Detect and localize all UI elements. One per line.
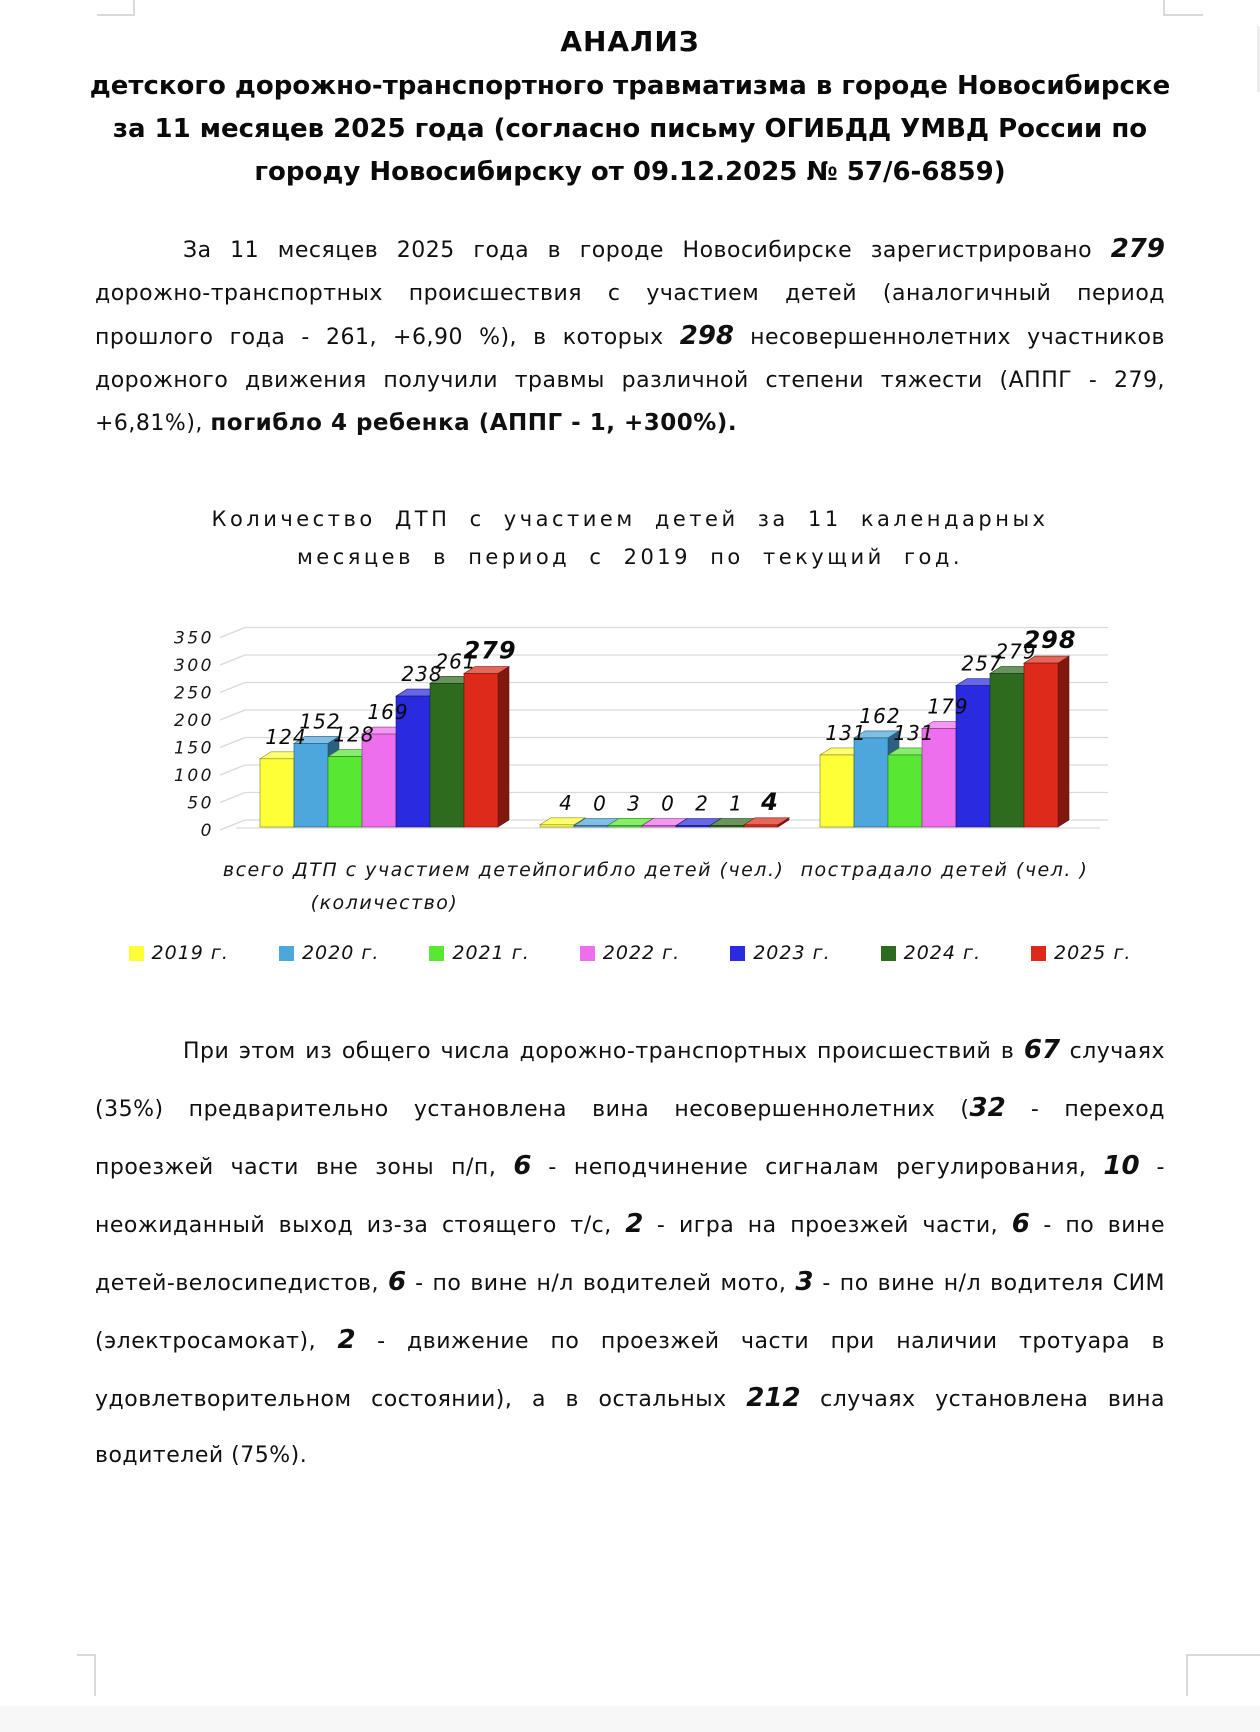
bar-value-label: 0 — [661, 791, 675, 816]
chart-bar — [744, 825, 778, 827]
chart-bar — [1024, 663, 1058, 827]
bar-value-label: 169 — [367, 700, 409, 725]
tick-connector — [220, 655, 245, 665]
stat-value: 2 — [337, 1325, 356, 1355]
chart-bar — [260, 759, 294, 827]
legend-label: 2021 г. — [452, 942, 530, 964]
chart-bar — [710, 826, 744, 827]
chart-bar — [294, 743, 328, 827]
title-line: городу Новосибирску от 09.12.2025 № 57/6-6859) — [254, 157, 1006, 187]
legend-item — [1031, 942, 1131, 964]
y-axis-tick: 200 — [174, 711, 214, 731]
stat-value: 32 — [969, 1093, 1006, 1123]
chart-bar — [328, 757, 362, 827]
page-corner-mark — [1163, 0, 1203, 16]
chart-bar — [540, 825, 574, 827]
stat-value: 6 — [513, 1151, 532, 1181]
category-label: погибло детей (чел.) — [544, 859, 785, 881]
chart-bar — [608, 825, 642, 827]
tick-connector — [220, 683, 245, 693]
chart-bar — [990, 674, 1024, 827]
bar-value-label: 131 — [893, 720, 935, 745]
tick-connector — [220, 738, 245, 748]
y-axis-tick: 0 — [200, 821, 214, 841]
tick-connector — [220, 793, 245, 803]
chart-bar — [820, 755, 854, 827]
title-line: детского дорожно-транспортного травматизма в городе Новосибирске — [89, 71, 1171, 101]
paragraph-text: несовершеннолетних участников дорожного движения получили травмы различной степени тяжести (АППГ - 279, +6,81%), — [95, 325, 1165, 436]
legend-color-swatch — [580, 946, 595, 961]
legend-item — [429, 942, 529, 964]
bar-value-label: 4 — [559, 790, 573, 815]
legend-label: 2023 г. — [753, 942, 831, 964]
chart-legend — [0, 942, 1260, 964]
paragraph-text: - по вине н/л водителей мото, — [406, 1271, 796, 1296]
document-title — [60, 20, 1200, 194]
chart-title-line: Количество ДТП с участием детей за 11 календарных — [211, 507, 1049, 531]
stat-value: 2 — [625, 1209, 644, 1239]
accidents-chart — [0, 492, 1260, 1012]
legend-item — [279, 942, 379, 964]
tick-connector — [220, 765, 245, 775]
bar-value-label: 238 — [401, 662, 443, 687]
paragraph-text: случаях (35%) предварительно установлена вина несовершеннолетних ( — [95, 1039, 1166, 1122]
chart-bar — [642, 826, 676, 827]
legend-item — [881, 942, 981, 964]
paragraph-text: - переход проезжей части вне зоны п/п, — [95, 1097, 1165, 1180]
paragraph-text: За 11 месяцев 2025 года в городе Новосибирске зарегистрировано — [183, 238, 1111, 263]
paragraph-text: случаях установлена вина водителей (75%). — [95, 1387, 1166, 1468]
legend-color-swatch — [1031, 946, 1046, 961]
paragraph-text: - по вине детей-велосипедистов, — [95, 1213, 1165, 1296]
stat-value: 10 — [1103, 1151, 1140, 1181]
stat-value: 6 — [1011, 1209, 1030, 1239]
legend-item — [730, 942, 830, 964]
page-bottom-shadow — [0, 1706, 1260, 1732]
chart-bar — [854, 738, 888, 827]
chart-title — [0, 492, 1260, 576]
title-line: за 11 месяцев 2025 года (согласно письму ОГИБДД УМВД России по — [112, 114, 1148, 144]
chart-bar — [362, 734, 396, 827]
stat-value: 67 — [1023, 1035, 1061, 1065]
chart-bar — [464, 674, 498, 827]
y-axis-tick: 300 — [174, 656, 214, 676]
legend-label: 2019 г. — [151, 942, 229, 964]
stat-value: 298 — [679, 321, 735, 351]
bar-value-label: 279 — [463, 636, 517, 665]
bar-value-label: 4 — [761, 787, 779, 816]
bar-value-label: 257 — [961, 651, 1003, 676]
tick-connector — [220, 628, 245, 638]
legend-color-swatch — [429, 946, 444, 961]
intro-paragraph — [95, 228, 1165, 445]
bar-side-face — [1058, 656, 1069, 827]
bar-value-label: 152 — [299, 709, 341, 734]
chart-bar — [676, 826, 710, 827]
legend-label: 2022 г. — [602, 942, 681, 964]
legend-color-swatch — [730, 946, 745, 961]
legend-item — [129, 942, 229, 964]
legend-label: 2024 г. — [903, 942, 982, 964]
paragraph-text: При этом из общего числа дорожно-транспортных происшествий в — [183, 1039, 1024, 1064]
bar-value-label: 261 — [435, 649, 477, 674]
chart-title-line: месяцев в период с 2019 по текущий год. — [296, 545, 964, 569]
tick-connector — [220, 710, 245, 720]
legend-label: 2020 г. — [301, 942, 380, 964]
bar-chart-canvas — [150, 580, 1130, 860]
bar-value-label: 131 — [825, 720, 867, 745]
page-corner-mark — [97, 0, 135, 16]
y-axis-tick: 250 — [174, 683, 214, 704]
paragraph-text: - движение по проезжей части при наличии тротуара в удовлетворительном состоянии), а в остальных — [95, 1329, 1165, 1412]
paragraph-text: - неожиданный выход из-за стоящего т/с, — [95, 1155, 1165, 1238]
page-corner-mark — [77, 1654, 96, 1696]
y-axis-tick: 150 — [174, 738, 214, 759]
bar-value-label: 298 — [1023, 626, 1077, 655]
category-label: пострадало детей (чел. ) — [800, 859, 1089, 881]
bar-value-label: 128 — [333, 722, 375, 747]
chart-bar — [888, 755, 922, 827]
paragraph-text: дорожно-транспортных происшествия с участием детей (аналогичный период прошлого года - 261, +6,90 %), в которых — [95, 281, 1165, 350]
legend-label: 2025 г. — [1054, 942, 1132, 964]
y-axis-tick: 50 — [187, 793, 214, 814]
category-label: всего ДТП с участием детей (количество) — [222, 859, 547, 914]
bar-value-label: 162 — [859, 703, 901, 728]
y-axis-tick: 350 — [174, 628, 214, 649]
bar-value-label: 2 — [695, 791, 709, 816]
title-line: АНАЛИЗ — [560, 25, 700, 58]
bar-value-label: 179 — [927, 694, 969, 719]
page-corner-mark — [1186, 1654, 1260, 1696]
bar-value-label: 0 — [593, 791, 607, 816]
stat-value: 212 — [746, 1383, 801, 1413]
bar-value-label: 279 — [995, 639, 1037, 664]
legend-color-swatch — [279, 946, 294, 961]
analysis-paragraph — [95, 1022, 1165, 1484]
legend-color-swatch — [129, 946, 144, 961]
chart-bar — [574, 826, 608, 827]
y-axis-tick: 100 — [174, 766, 214, 786]
bar-value-label: 3 — [627, 791, 641, 816]
chart-bar — [430, 683, 464, 827]
chart-category-labels — [0, 854, 1260, 930]
stat-highlight: погибло 4 ребенка (АППГ - 1, +300%). — [210, 410, 738, 436]
bar-value-label: 124 — [265, 724, 307, 749]
bar-side-face — [498, 667, 509, 827]
stat-value: 279 — [1110, 234, 1165, 264]
paragraph-text: - неподчинение сигналам регулирования, — [531, 1155, 1104, 1180]
stat-value: 6 — [388, 1267, 407, 1297]
legend-item — [580, 942, 680, 964]
paragraph-text: - по вине н/л водителя СИМ (электросамокат), — [95, 1271, 1166, 1354]
bar-value-label: 1 — [729, 791, 743, 816]
stat-value: 3 — [795, 1267, 814, 1297]
legend-color-swatch — [881, 946, 896, 961]
paragraph-text: - игра на проезжей части, — [643, 1213, 1012, 1238]
